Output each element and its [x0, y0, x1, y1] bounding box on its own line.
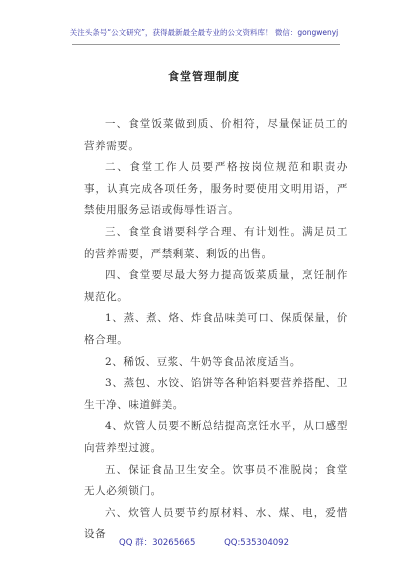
- paragraph-3: 三、食堂食谱要科学合理、有计划性。满足员工的营养需要，严禁剩菜、剩饭的出售。: [84, 225, 348, 260]
- paragraph-5: 1、蒸、煮、烙、炸食品味美可口、保质保量，价格合理。: [84, 312, 348, 346]
- paragraph-10: 六、炊管人员要节约原材料、水、煤、电，爱惜设备: [84, 506, 348, 541]
- paragraph-9: 五、保证食品卫生安全。饮事员不准脱岗；食堂无人必须锁门。: [84, 463, 348, 498]
- paragraph-8: 4、炊管人员要不断总结提高烹饪水平，从口感型向营养型过渡。: [84, 420, 348, 454]
- document-title: 食堂管理制度: [168, 70, 240, 83]
- document-body: [84, 114, 348, 546]
- header-notice: 关注头条号“公文研究”，获得最新最全最专业的公文资料库！ 微信：gongwenyj: [69, 28, 339, 37]
- paragraph-4: 四、食堂要尽最大努力提高饭菜质量，烹饪制作规范化。: [84, 269, 348, 303]
- footer-contact: [0, 536, 408, 548]
- header-divider: [72, 44, 340, 45]
- paragraph-7: 3、蒸包、水饺、馅饼等各种馅料要营养搭配、卫生干净、味道鲜美。: [84, 377, 348, 411]
- paragraph-2: 二、食堂工作人员要严格按岗位规范和职责办事，认真完成各项任务，服务时要使用文明用语，严禁使用服务忌语或侮辱性语言。: [84, 161, 348, 217]
- footer-qq-number: QQ:535304092: [224, 538, 289, 548]
- paragraph-6: 2、稀饭、豆浆、牛奶等食品浓度适当。: [105, 355, 301, 368]
- paragraph-1: 一、食堂饭菜做到质、价相符，尽量保证员工的营养需要。: [84, 118, 348, 152]
- footer-qq-group: QQ 群：30265665: [119, 538, 196, 548]
